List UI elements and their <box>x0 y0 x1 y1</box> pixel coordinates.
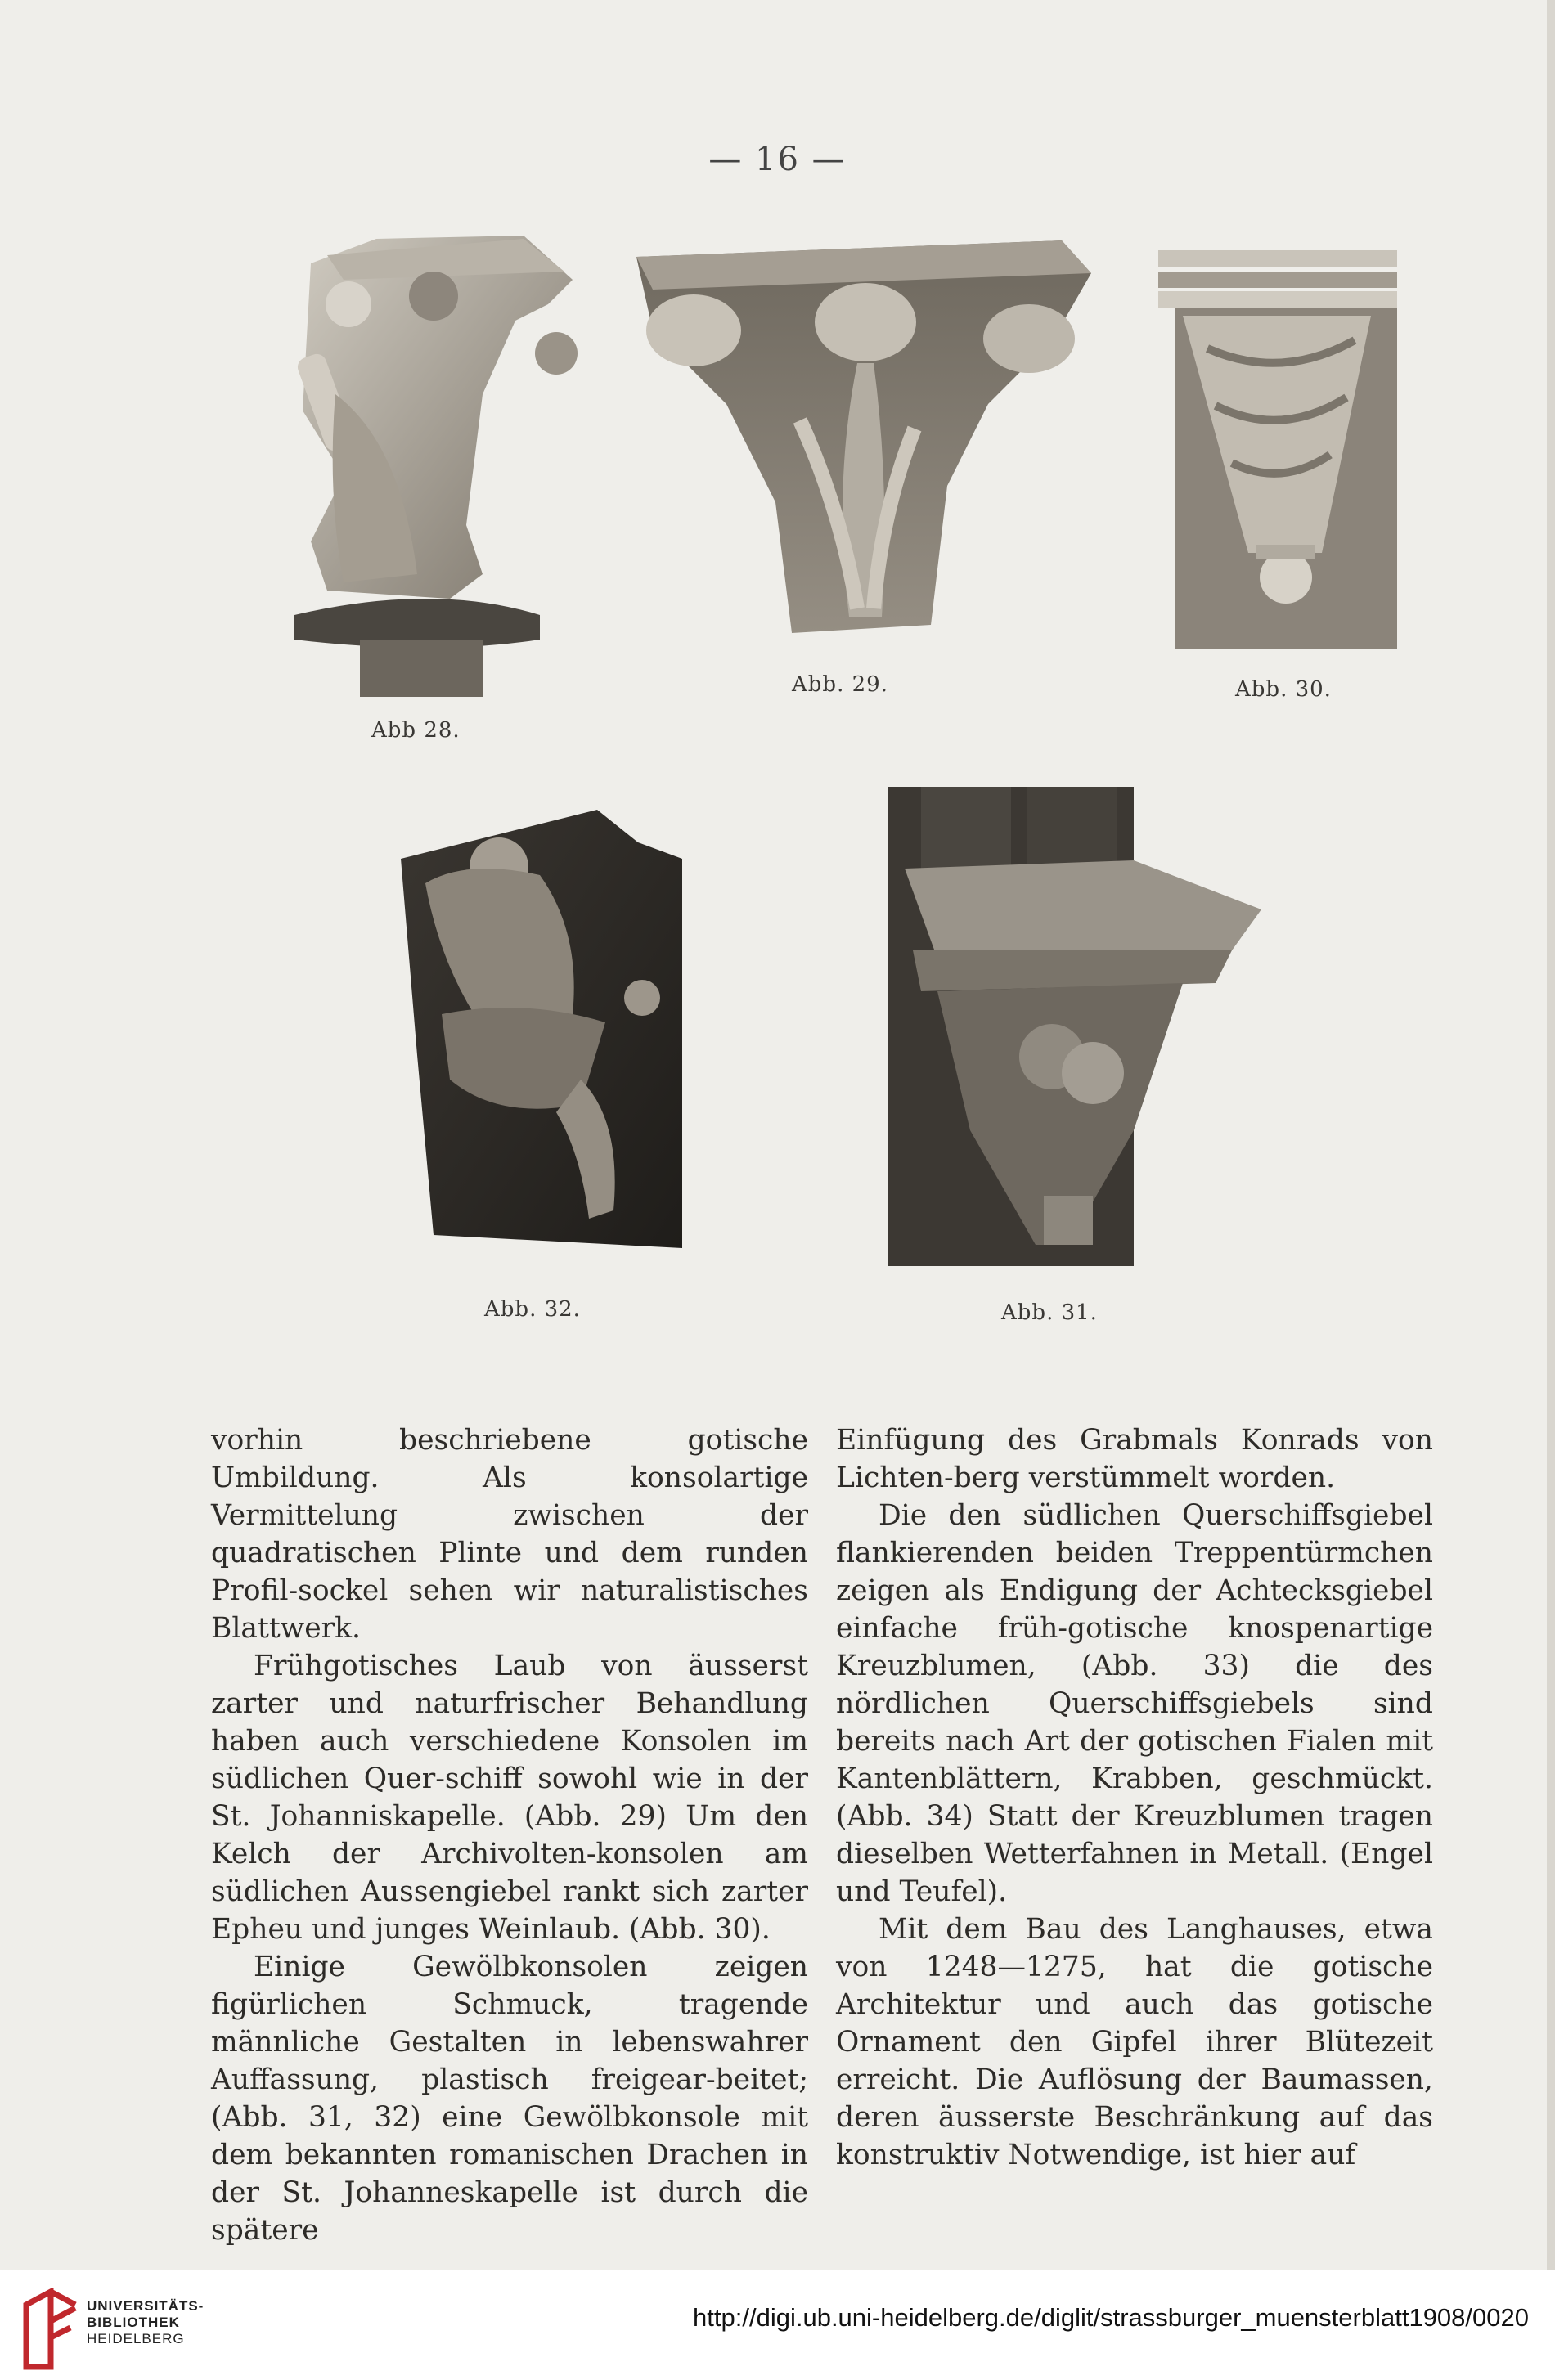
text-column-right <box>836 1421 1433 2174</box>
page-edge <box>1547 0 1555 2270</box>
paragraph: Mit dem Bau des Langhauses, etwa von 1248—1275, hat die gotische Architektur und auch das gotische Ornament den Gipfel ihrer Blütezeit erreicht. Die Auflösung der Baumassen, deren äusserste Beschränkung auf das konstruktiv Notwendige, ist hier auf <box>836 1913 1433 2171</box>
console-figure-image <box>278 231 589 705</box>
library-logo-icon <box>18 2288 80 2373</box>
vault-console-image <box>888 787 1261 1266</box>
atlas-figure-image <box>393 810 682 1248</box>
ivy-console-image <box>1158 242 1397 649</box>
library-line-3: HEIDELBERG <box>87 2331 185 2346</box>
source-url-link[interactable]: http://digi.ub.uni-heidelberg.de/diglit/strassburger_muensterblatt1908/0020 <box>693 2303 1529 2332</box>
figure-abb-31 <box>888 787 1261 1266</box>
leaf-console-image <box>636 240 1091 649</box>
page-number: — 16 — <box>708 141 847 178</box>
library-line-2: BIBLIOTHEK <box>87 2315 180 2330</box>
paragraph: Frühgotisches Laub von äusserst zarter und naturfrischer Behandlung haben auch verschiedene Konsolen im südlichen Quer-schiff sowohl wie in der St. Johanniskapelle. (Abb. 29) Um den Kelch der Archivolten-konsolen am südlichen Aussengiebel rankt sich zarter Epheu und junges Weinlaub. (Abb. 30). <box>211 1650 808 1946</box>
paragraph: Einige Gewölbkonsolen zeigen figürlichen Schmuck, tragende männliche Gestalten in lebenswahrer Auffassung, plastisch freigear-beitet; (Abb. 31, 32) eine Gewölbkonsole mit dem bekannten romanischen Drachen in der St. Johanneskapelle ist durch die spätere <box>211 1951 808 2247</box>
caption-abb-30: Abb. 30. <box>1235 677 1332 702</box>
paragraph: vorhin beschriebene gotische Umbildung. Als konsolartige Vermittelung zwischen der quadratischen Plinte und dem runden Profil-sockel sehen wir naturalistisches Blattwerk. <box>211 1424 808 1645</box>
figure-abb-32 <box>393 810 682 1248</box>
caption-abb-31: Abb. 31. <box>1001 1300 1098 1325</box>
paragraph: Einfügung des Grabmals Konrads von Lichten-berg verstümmelt worden. <box>836 1424 1433 1494</box>
figure-abb-30 <box>1158 242 1397 649</box>
caption-abb-32: Abb. 32. <box>484 1297 581 1322</box>
caption-abb-28: Abb 28. <box>371 718 461 743</box>
library-name <box>87 2298 204 2347</box>
caption-abb-29: Abb. 29. <box>792 672 888 697</box>
library-line-1: UNIVERSITÄTS- <box>87 2298 204 2314</box>
paragraph: Die den südlichen Querschiffsgiebel flankierenden beiden Treppentürmchen zeigen als Endigung der Achtecksgiebel einfache früh-gotische knospenartige Kreuzblumen, (Abb. 33) die des nördlichen Querschiffsgiebels sind bereits nach Art der gotischen Fialen mit Kantenblättern, Krabben, geschmückt. (Abb. 34) Statt der Kreuzblumen tragen dieselben Wetterfahnen in Metall. (Engel und Teufel). <box>836 1499 1433 1908</box>
figure-abb-28 <box>278 231 589 705</box>
figure-abb-29 <box>636 240 1091 649</box>
text-column-left <box>211 1421 808 2249</box>
